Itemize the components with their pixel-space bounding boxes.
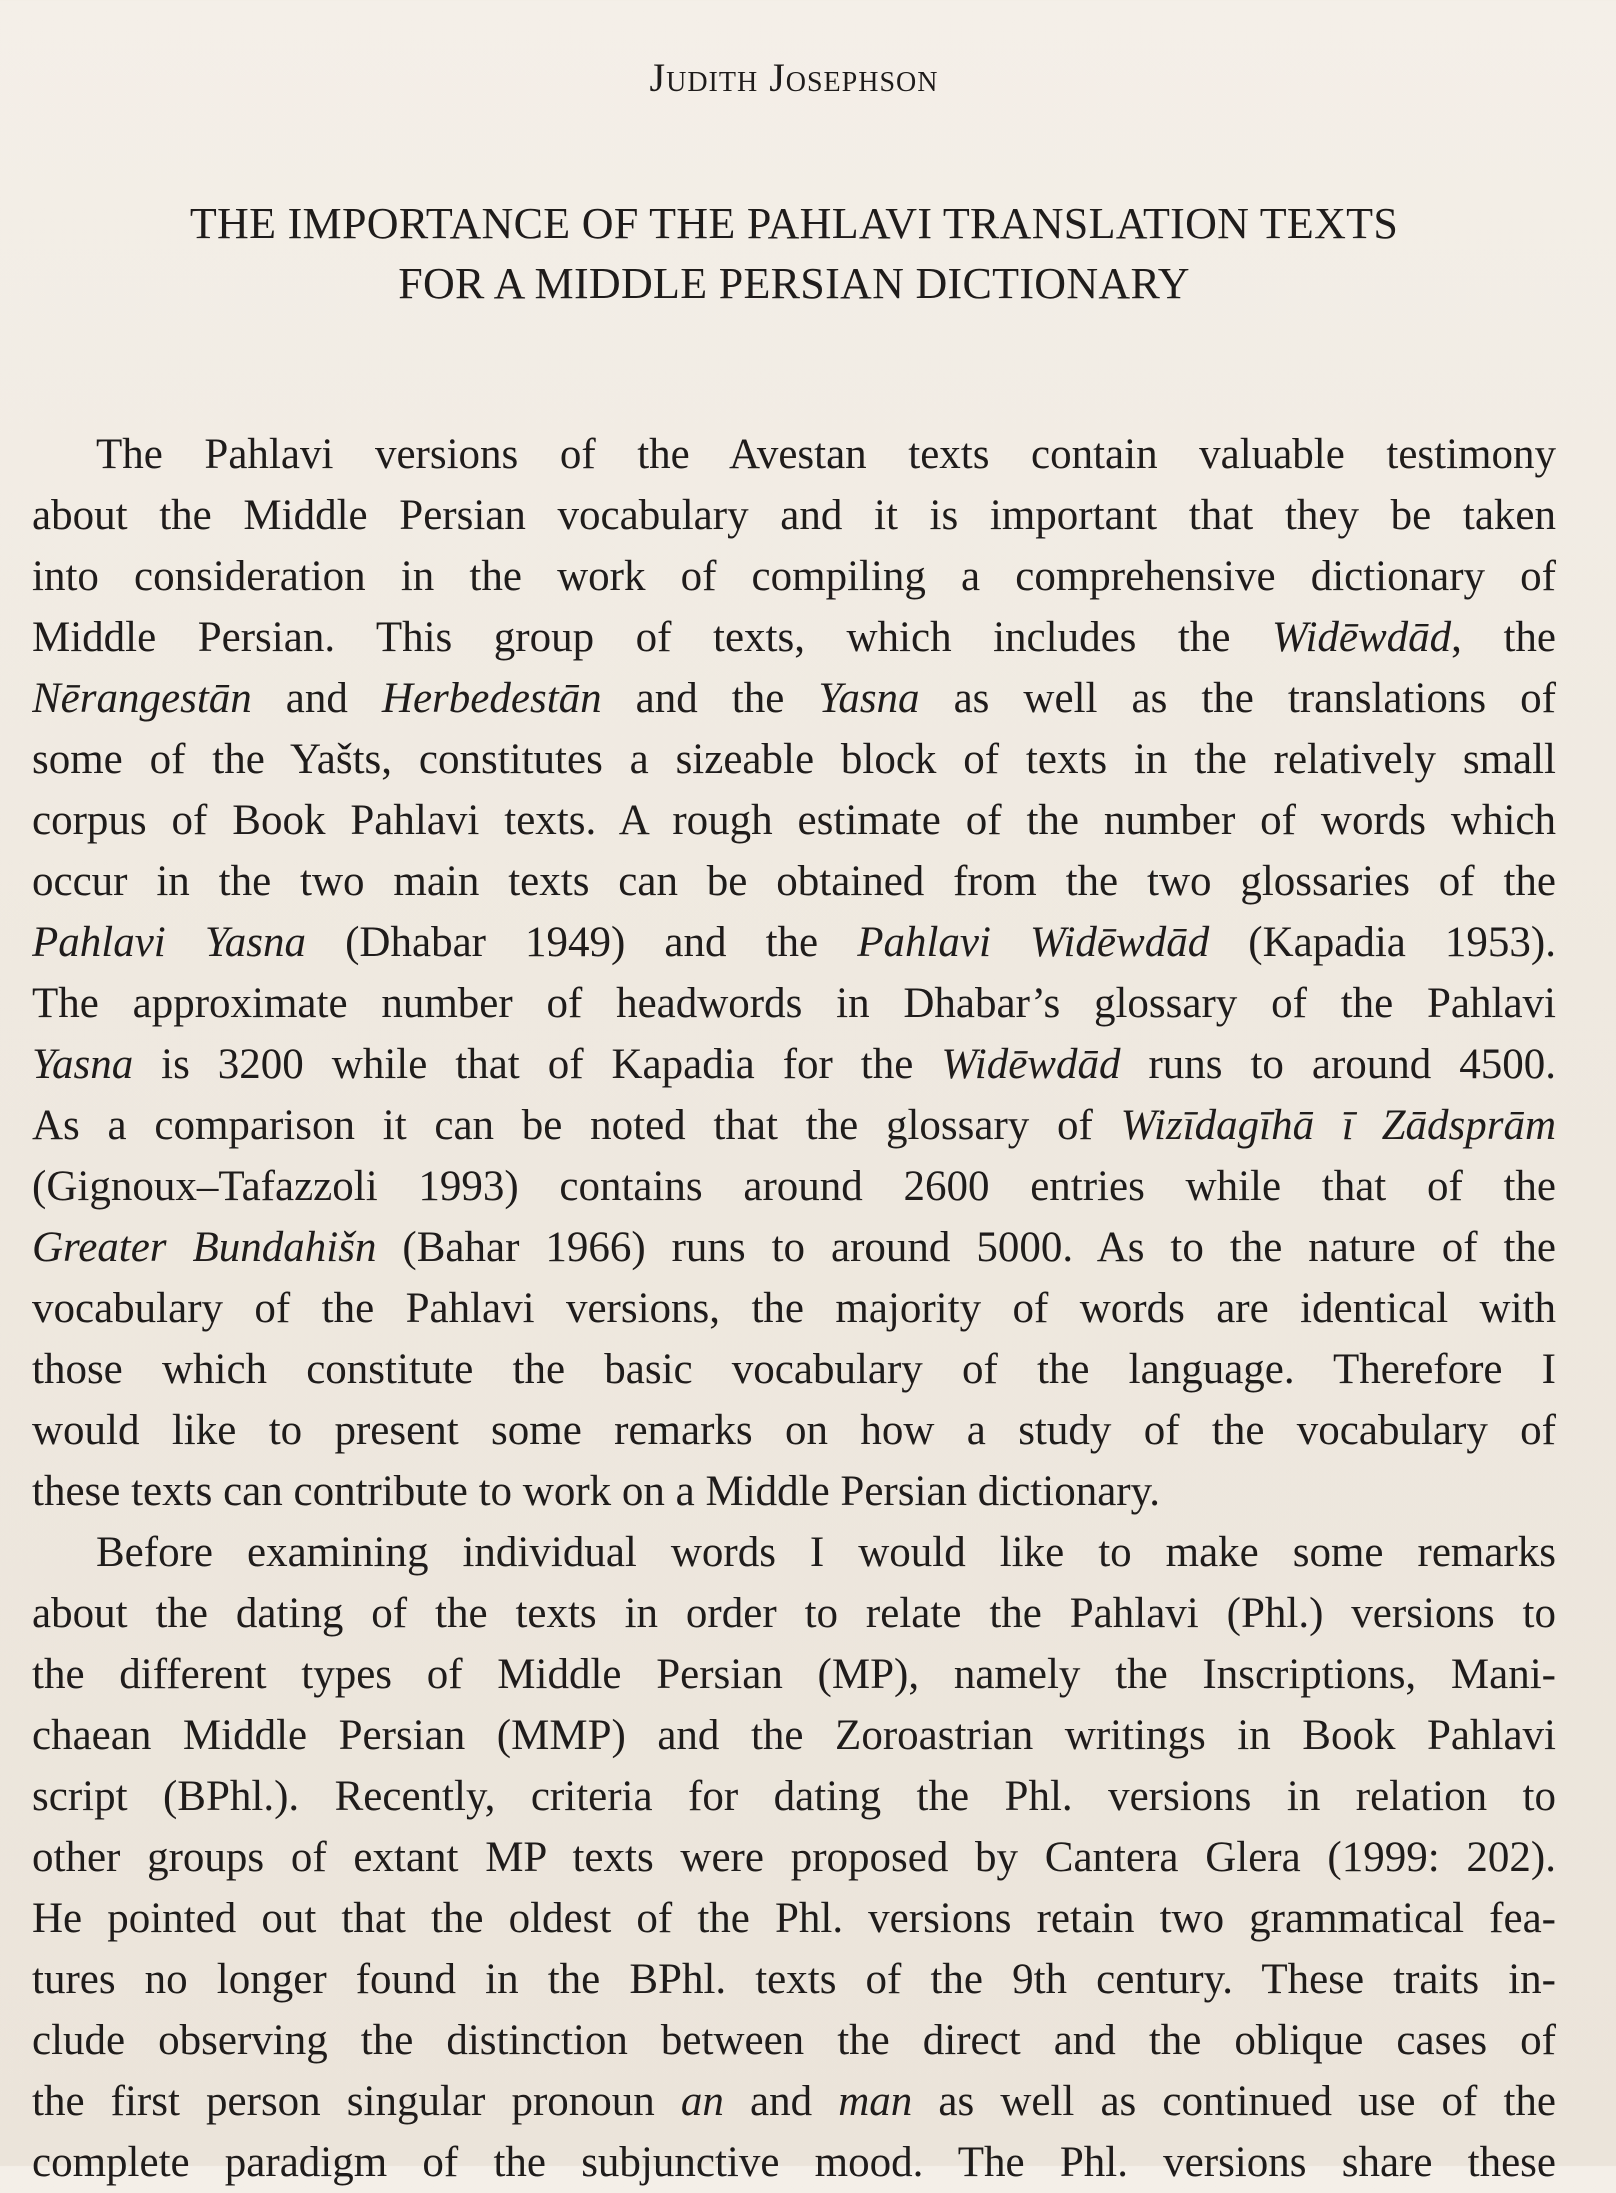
author-name: Judith Josephson xyxy=(649,55,939,100)
text-line: would like to present some remarks on how a study of the vocabulary of xyxy=(32,1407,1556,1454)
italic-title: Nērangestān xyxy=(32,675,252,722)
text-line xyxy=(32,2071,1556,2132)
italic-word: man xyxy=(838,2078,913,2125)
text-line: The Pahlavi versions of the Avestan texts contain valuable testimony xyxy=(96,431,1556,478)
text-line: complete paradigm of the subjunctive mood. The Phl. versions share these xyxy=(32,2139,1556,2186)
text-line: (Gignoux–Tafazzoli 1993) contains around 2600 entries while that of the xyxy=(32,1163,1556,1210)
italic-title: Pahlavi Widēwdād xyxy=(857,919,1210,966)
text-line: He pointed out that the oldest of the Phl. versions retain two grammatical fea- xyxy=(32,1895,1556,1942)
italic-title: Greater Bundahišn xyxy=(32,1224,377,1271)
chapter-title-line-1: THE IMPORTANCE OF THE PAHLAVI TRANSLATION TEXTS xyxy=(189,199,1399,248)
text-run: , the xyxy=(1451,614,1556,661)
text-line: corpus of Book Pahlavi texts. A rough estimate of the number of words which xyxy=(32,797,1556,844)
body-text xyxy=(32,424,1556,2193)
text-line xyxy=(32,607,1556,668)
italic-title: Widēwdād xyxy=(941,1041,1121,1088)
paragraph-1 xyxy=(32,424,1556,1522)
text-run: and xyxy=(723,2078,839,2125)
text-line: chaean Middle Persian (MMP) and the Zoroastrian writings in Book Pahlavi xyxy=(32,1712,1556,1759)
text-line: script (BPhl.). Recently, criteria for dating the Phl. versions in relation to xyxy=(32,1773,1556,1820)
text-line: other groups of extant MP texts were proposed by Cantera Glera (1999: 202). xyxy=(32,1834,1556,1881)
italic-title: Wizīdagīhā ī Zādsprām xyxy=(1120,1102,1556,1149)
text-run: and the xyxy=(601,675,819,722)
italic-title: Herbedestān xyxy=(381,675,602,722)
text-line: some of the Yašts, constitutes a sizeable block of texts in the relatively small xyxy=(32,736,1556,783)
text-line: Before examining individual words I would like to make some remarks xyxy=(96,1529,1556,1576)
text-line: occur in the two main texts can be obtained from the two glossaries of the xyxy=(32,858,1556,905)
text-line xyxy=(32,912,1556,973)
chapter-title-line-2: FOR A MIDDLE PERSIAN DICTIONARY xyxy=(398,259,1190,308)
text-line xyxy=(32,668,1556,729)
text-line: those which constitute the basic vocabulary of the language. Therefore I xyxy=(32,1346,1556,1393)
text-run: (Bahar 1966) runs to around 5000. As to the nature of the xyxy=(376,1224,1556,1271)
text-line xyxy=(32,1217,1556,1278)
text-run: (Dhabar 1949) and the xyxy=(306,919,858,966)
text-line: clude observing the distinction between the direct and the oblique cases of xyxy=(32,2017,1556,2064)
text-run: as well as the translations of xyxy=(919,675,1556,722)
italic-title: Widēwdād xyxy=(1272,614,1452,661)
text-line: about the dating of the texts in order to relate the Pahlavi (Phl.) versions to xyxy=(32,1590,1556,1637)
text-line: the different types of Middle Persian (MP), namely the Inscriptions, Mani- xyxy=(32,1651,1556,1698)
italic-title: Yasna xyxy=(32,1041,134,1088)
text-line: about the Middle Persian vocabulary and it is important that they be taken xyxy=(32,492,1556,539)
chapter-title xyxy=(32,194,1556,314)
italic-word: an xyxy=(680,2078,724,2125)
text-run: is 3200 while that of Kapadia for the xyxy=(133,1041,942,1088)
text-line: The approximate number of headwords in Dhabar’s glossary of the Pahlavi xyxy=(32,980,1556,1027)
italic-title: Yasna xyxy=(818,675,920,722)
text-run: (Kapadia 1953). xyxy=(1209,919,1556,966)
text-line xyxy=(32,1095,1556,1156)
text-run: Middle Persian. This group of texts, which includes the xyxy=(32,614,1272,661)
text-line: these texts can contribute to work on a Middle Persian dictionary. xyxy=(32,1468,1161,1515)
italic-title: Pahlavi Yasna xyxy=(32,919,307,966)
text-run: the first person singular pronoun xyxy=(32,2078,681,2125)
text-run: as well as continued use of the xyxy=(912,2078,1556,2125)
paragraph-2 xyxy=(32,1522,1556,2193)
text-run: and xyxy=(251,675,382,722)
text-run: As a comparison it can be noted that the glossary of xyxy=(32,1102,1121,1149)
text-line: vocabulary of the Pahlavi versions, the majority of words are identical with xyxy=(32,1285,1556,1332)
text-line: tures no longer found in the BPhl. texts of the 9th century. These traits in- xyxy=(32,1956,1556,2003)
text-run: runs to around 4500. xyxy=(1120,1041,1556,1088)
text-line xyxy=(32,1034,1556,1095)
text-line: into consideration in the work of compiling a comprehensive dictionary of xyxy=(32,553,1556,600)
